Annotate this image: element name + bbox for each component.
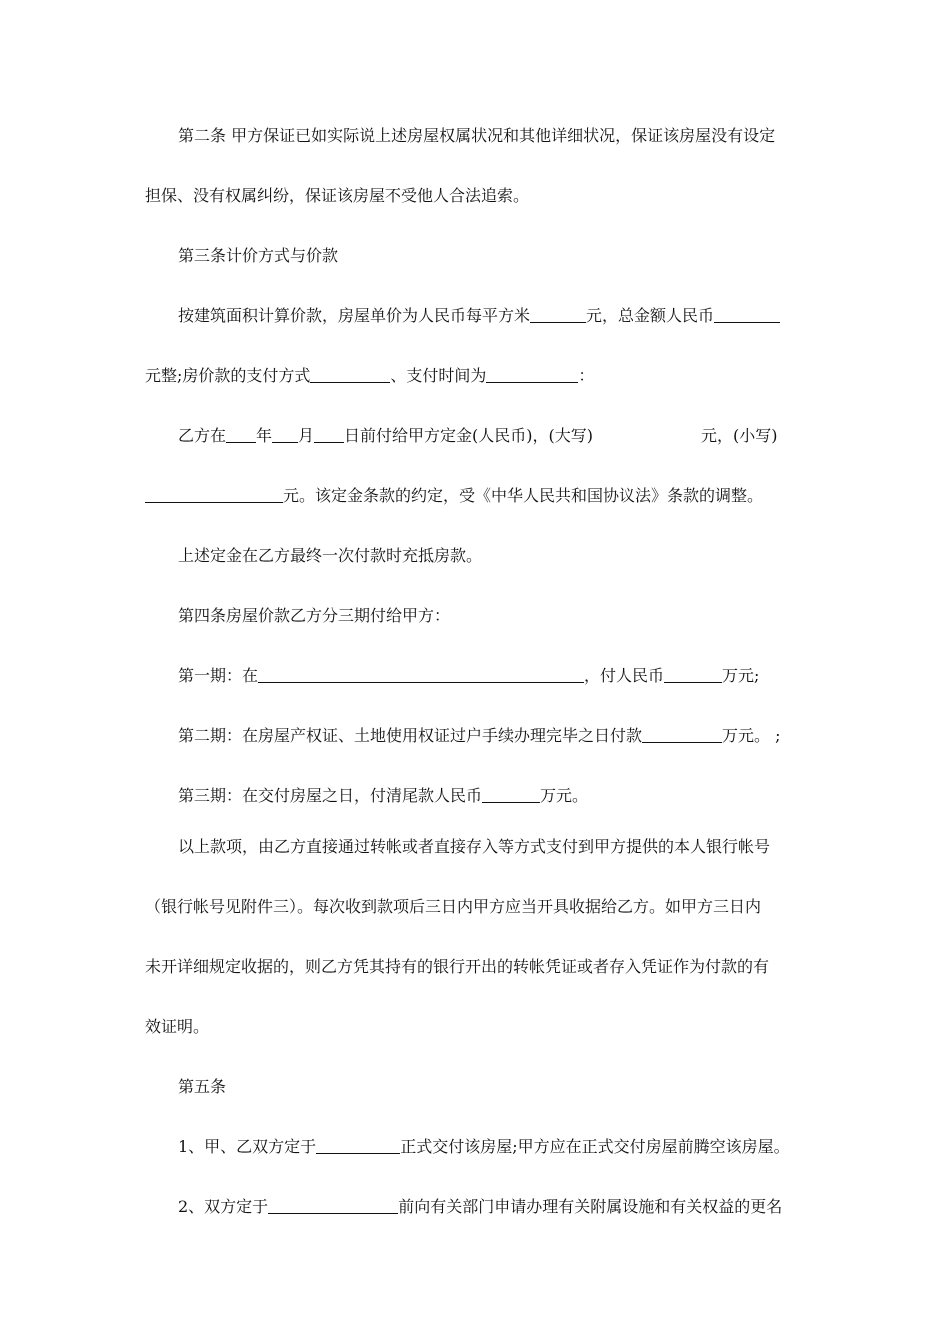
phase-1-date-blank [258,666,584,683]
month-blank [272,426,298,443]
item-1-line [178,1136,843,1158]
deposit-uppercase-text: 日前付给甲方定金(人民币)，(大写) [344,426,594,445]
item-2-line [178,1196,843,1218]
payment-method-para-line-3: 未开详细规定收据的，则乙方凭其持有的银行开出的转帐凭证或者存入凭证作为付款的有 [145,957,770,976]
article-3-title: 第三条计价方式与价款 [178,246,339,265]
deposit-clause-text: 元。该定金条款的约定，受《中华人民共和国协议法》条款的调整。 [283,486,764,505]
price-paragraph-line-2 [145,365,810,387]
article-2-line-2: 担保、没有权属纠纷，保证该房屋不受他人合法追索。 [145,186,530,205]
deposit-text-party-b: 乙方在 [178,426,227,445]
price-text-total: 元，总金额人民币 [586,306,715,325]
item-1-rest-text: 正式交付该房屋;甲方应在正式交付房屋前腾空该房屋。 [400,1137,790,1156]
month-text: 月 [298,426,315,445]
item-2-date-blank [268,1197,398,1214]
phase-2-text: 第二期：在房屋产权证、土地使用权证过户手续办理完毕之日付款 [178,726,643,745]
phase-1-line [178,665,843,687]
phase-3-unit-text: 万元。 [540,786,589,805]
phase-1-pay-text: ，付人民币 [584,666,665,685]
payment-method-para-line-1: 以上款项，由乙方直接通过转帐或者直接存入等方式支付到甲方提供的本人银行帐号 [178,837,771,856]
item-1-text: 1、甲、乙双方定于 [178,1137,317,1156]
payment-method-para-line-4: 效证明。 [145,1017,210,1036]
item-2-text: 2、双方定于 [178,1197,269,1216]
phase-1-text: 第一期：在 [178,666,259,685]
phase-1-amount-blank [664,666,722,683]
article-5-title: 第五条 [178,1077,227,1096]
lowercase-amount-blank [145,486,283,503]
colon-text: ： [578,366,595,385]
payment-method-blank [310,366,390,383]
phase-2-unit-text: 万元。 ; [722,726,781,745]
payment-time-text: 、支付时间为 [390,366,487,385]
payment-method-para-line-2: （银行帐号见附件三）。每次收到款项后三日内甲方应当开具收据给乙方。如甲方三日内 [145,897,762,916]
phase-2-amount-blank [642,726,722,743]
phase-3-amount-blank [482,786,540,803]
total-amount-blank [714,306,780,323]
item-1-date-blank [316,1137,400,1154]
year-text: 年 [256,426,273,445]
deposit-lowercase-text: 元，(小写) [701,426,778,445]
phase-2-line [178,725,843,747]
phase-1-unit-text: 万元; [722,666,760,685]
deposit-offset-line: 上述定金在乙方最终一次付款时充抵房款。 [178,546,483,565]
payment-time-blank [486,366,578,383]
unit-price-blank [530,306,586,323]
deposit-line-2 [145,485,810,507]
item-2-rest-text: 前向有关部门申请办理有关附属设施和有关权益的更名 [398,1197,783,1216]
price-text-unit-price: 按建筑面积计算价款，房屋单价为人民币每平方米 [178,306,531,325]
deposit-line-1 [178,425,843,447]
payment-method-text: 元整;房价款的支付方式 [145,366,311,385]
day-blank [314,426,344,443]
article-2-line-1: 第二条 甲方保证已如实际说上述房屋权属状况和其他详细状况，保证该房屋没有设定 [178,126,776,145]
article-4-title: 第四条房屋价款乙方分三期付给甲方： [178,606,451,625]
phase-3-text: 第三期：在交付房屋之日，付清尾款人民币 [178,786,483,805]
year-blank [226,426,256,443]
price-paragraph-line-1 [178,305,843,327]
phase-3-line [178,785,843,807]
